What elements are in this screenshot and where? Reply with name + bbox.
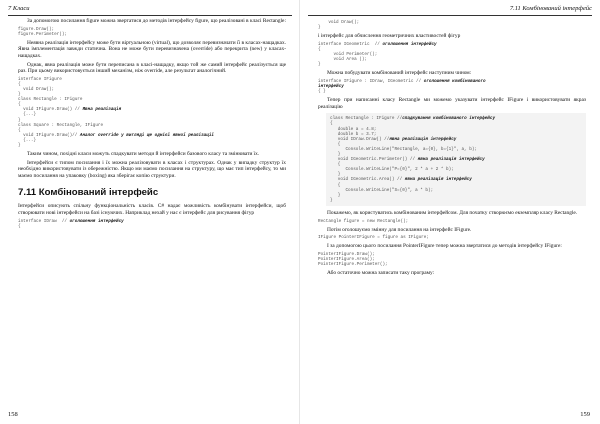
paragraph: Таким чином, похідні класи можуть спадкувати методи й інтерфейси базового класу та змінювати їх. (27, 151, 260, 158)
code-line: { (330, 162, 341, 168)
code-line: { (18, 223, 21, 229)
paragraph: Можна побудувати комбінований інтерфейс наступним чином: (327, 70, 472, 77)
code-line: {...} (18, 112, 37, 118)
paragraph: Неявна реалізація інтерфейсу може бути віртуальною (virtual), що дозволяє перевизначати її в класах-нащадках. Явна імплементація завжди статична. Вона не може бути перевизначена (override) або перекрита (new) у класах-нащадках. (18, 39, 286, 59)
running-head-section: 7.11 Комбінований інтерфейс (509, 5, 592, 12)
paragraph: Покажемо, як користуватись комбінованим інтерфейсом. Для початку створюємо екземпляр класу Rectangle. (327, 209, 578, 216)
code-comment: Явна реалізація (82, 107, 122, 113)
code-line: { (18, 81, 21, 87)
code-comment: оголошення інтерфейсу (69, 218, 124, 224)
code-line: double a = 4.8; (330, 126, 377, 132)
code-line: void Area (); (318, 57, 367, 63)
page-number: 158 (8, 411, 18, 418)
running-head (8, 4, 292, 16)
code-line: class Rectangle : IFigure (18, 97, 83, 103)
paragraph: Інтерфейси є типом посилання і їх можна реалізовувати в класах і структурах. Однак у випадку структур їх необхідно використовувати із обережністю. Якщо ми маємо посилання на структуру, що має тип інтерфейсу, то ми маємо посилання на упаковку (boxing) яка зберігає копію структури. (18, 159, 286, 179)
code-line: { (18, 102, 21, 108)
code-block (18, 219, 286, 229)
code-block (326, 113, 586, 206)
paragraph: Інтерфейси описують спільну функціональність класів. C# надає можливість комбінувати інтерфейси, щоб створювати нові інтерфейси на базі існуючих. Наприклад нехай у нас є інтерфейс для рисування фігур (18, 203, 286, 217)
code-line: { (18, 127, 21, 133)
code-line: interface IDraw // оголошення інтерфейсу (18, 218, 124, 224)
code-line: } (18, 142, 21, 148)
right-page (300, 0, 600, 424)
code-comment: оголошення інтерфейсу (382, 41, 437, 47)
paragraph: Тепер при написанні класу Rectangle ми можемо указувати інтерфейс IFigure і використовувати якраз реалізацію (318, 97, 586, 110)
code-line: interface IFigure : IDraw, IGeometric // оголошення комбінованого (318, 78, 486, 84)
code-line: { (330, 182, 341, 188)
page-number: 159 (580, 411, 590, 418)
code-block: IFigure PointerIFigure = figure as IFigure; (318, 235, 429, 241)
code-line: Console.WriteLine("Rectangle, a={0}, b={1}", a, b); (330, 146, 477, 152)
code-line: void IFigure.Draw() // Явна реалізація (18, 107, 122, 113)
code-line: void Perimeter(); (318, 51, 378, 57)
code-comment: явна реалізація інтерфейсу (417, 157, 485, 163)
paragraph: Потім оголошуємо змінну для посилання на інтерфейс IFigure. (327, 226, 472, 233)
code-comment: Аналог override у вигляді ще однієї явної реалізації (79, 132, 214, 138)
code-line: void IDraw.Draw() //явна реалізація інтерфейсу (330, 136, 457, 142)
code-block: void Draw(); } (318, 20, 360, 31)
code-block (318, 79, 586, 94)
code-line: } (330, 197, 333, 203)
paragraph: і інтерфейс для обчислення геометричних властивостей фігур (318, 33, 461, 40)
code-line: interface IFigure (18, 76, 62, 82)
code-block: PointerIFigure.Draw(); PointerIFigure.Area(); PointerIFigure.Perimeter(); (318, 251, 388, 268)
code-comment: явна реалізація інтерфейсу (404, 177, 472, 183)
paragraph: І за допомогою цього посилання PointerIFigure тепер можна звертатися до методів інтерфейсу IFigure: (327, 243, 562, 250)
code-line: } (330, 172, 341, 178)
code-block (18, 77, 286, 148)
code-comment: спадкування комбінованого інтерфейсу (402, 116, 496, 122)
code-line: void IFigure.Draw()// Аналог override у вигляді ще однієї явної реалізації (18, 132, 214, 138)
running-head (308, 4, 592, 16)
code-line: class Rectangle : IFigure //спадкування комбінованого інтерфейсу (330, 116, 496, 122)
code-line: Console.WriteLine("P={0}", 2 * a + 2 * b); (330, 167, 454, 173)
paragraph: За допомогою посилання figure можна звертатися до методів інтерфейсу figure, що реалізовані в класі Rectangle: (27, 18, 286, 24)
code-line: {...} (18, 137, 37, 143)
code-line: void IGeometric.Perimeter() // явна реалізація інтерфейсу (330, 157, 485, 163)
code-line: } (330, 192, 341, 198)
code-line: } (330, 151, 341, 157)
code-comment: явна реалізація інтерфейсу (389, 136, 457, 142)
code-line: double b = 3.7; (330, 131, 377, 137)
code-comment: інтерфейсу (318, 83, 344, 89)
code-line: { (330, 121, 333, 127)
paragraph: Або остаточно можна записати таку програму: (327, 270, 435, 277)
code-line: Console.WriteLine("S={0}", a * b); (330, 187, 434, 193)
code-line: void Draw(); (18, 86, 55, 92)
paragraph: Однак, явна реалізація може бути переписана в класі-нащадку, якщо той же самий інтерфейс реалізується ще раз. При цьому використовується інший механізм, ніж override, але результат аналогічний. (18, 61, 286, 75)
page-body (318, 18, 586, 408)
code-line: } (318, 62, 321, 68)
code-line: { } (318, 89, 326, 95)
code-line: class Square : Rectangle, IFigure (18, 122, 104, 128)
code-comment: оголошення комбінованого (423, 78, 486, 84)
running-head-chapter: 7 Класи (8, 5, 30, 12)
code-line: { (330, 141, 341, 147)
page-body (18, 18, 286, 408)
code-block (318, 42, 586, 67)
code-block: figure.Draw(); figure.Perimeter(); (18, 26, 67, 37)
code-block: Rectangle figure = new Rectangle(); (318, 218, 409, 224)
code-line: } (18, 117, 21, 123)
code-line: { (318, 46, 321, 52)
code-line: void IGeometric.Area() // явна реалізація інтерфейсу (330, 177, 472, 183)
section-heading: 7.11 Комбінований інтерфейс (18, 187, 159, 199)
code-line: interface IGeometric // оголошення інтерфейсу (318, 41, 437, 47)
code-line: } (18, 92, 21, 98)
